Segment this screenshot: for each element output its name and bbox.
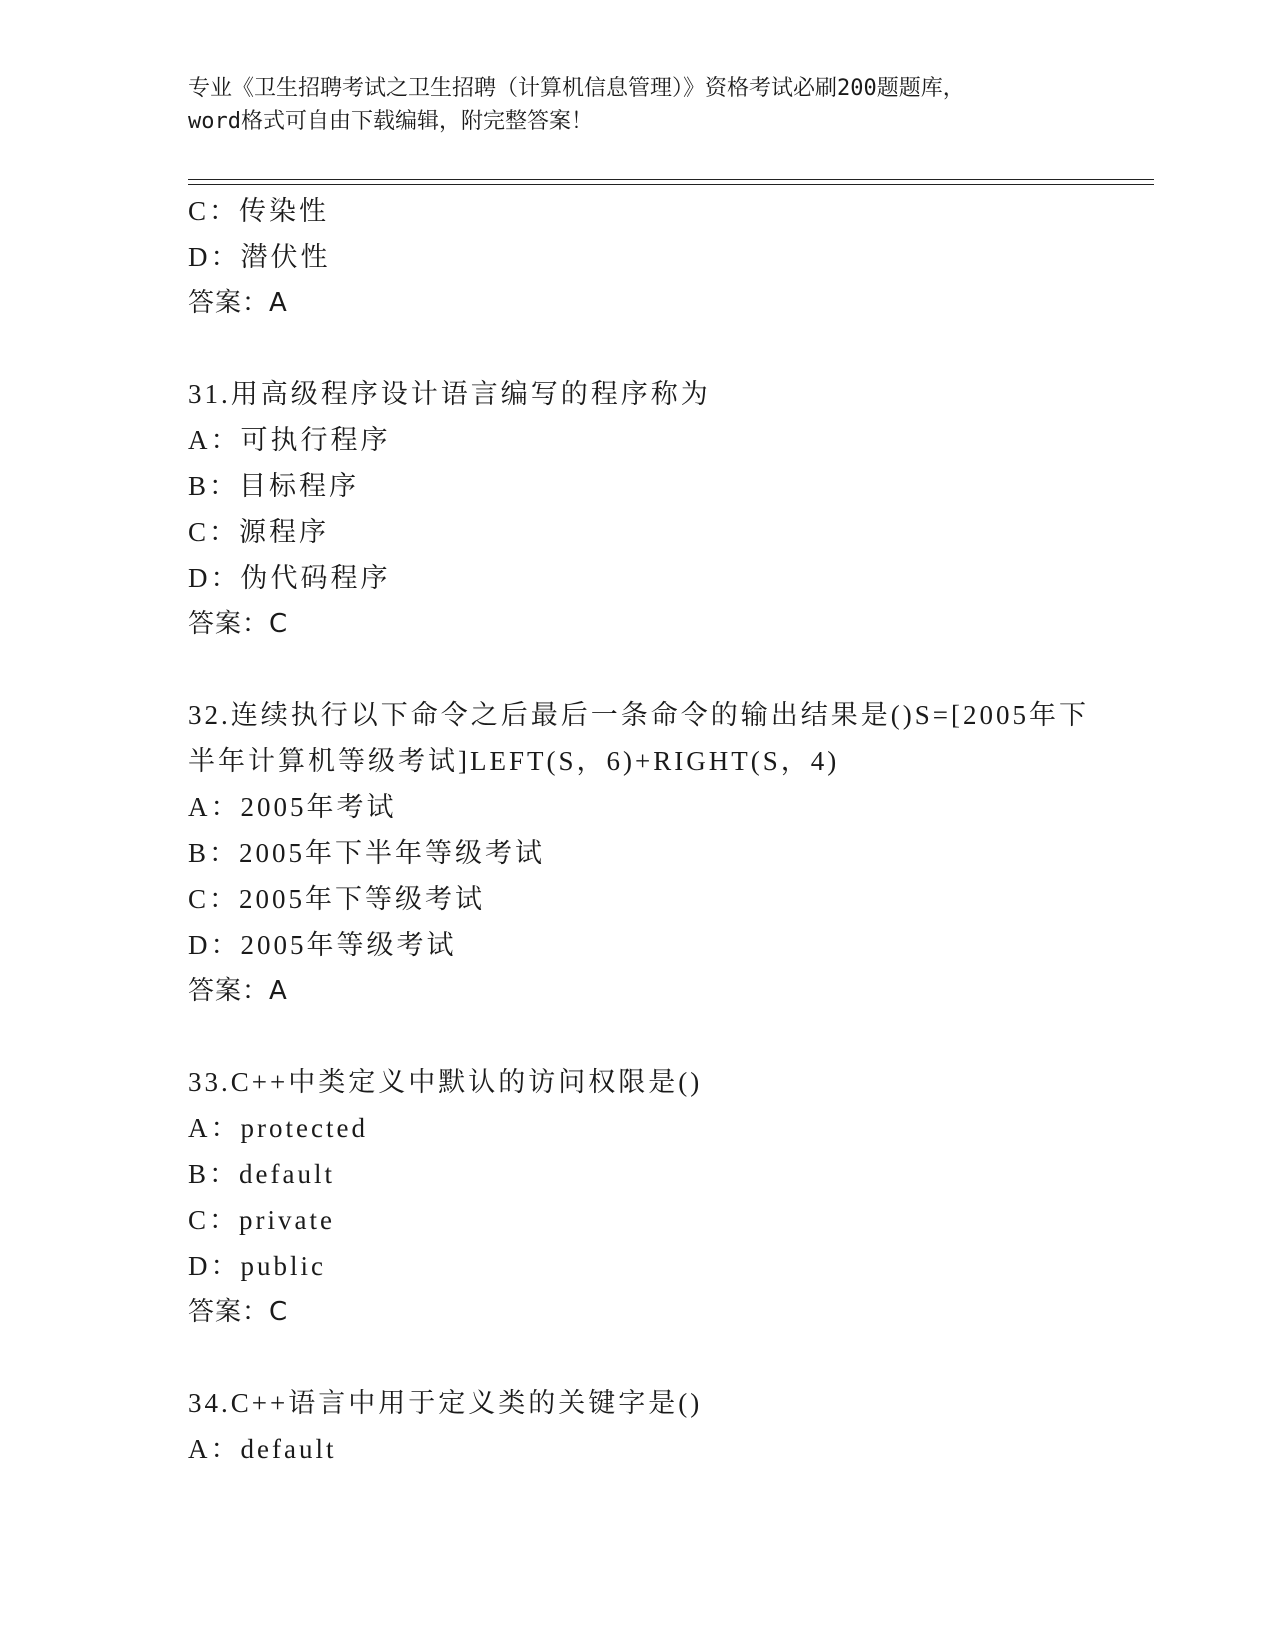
question-34 bbox=[188, 1380, 1148, 1472]
option-b: B：目标程序 bbox=[188, 471, 360, 501]
option-c: C：传染性 bbox=[188, 196, 330, 226]
option-a: A：default bbox=[188, 1434, 337, 1464]
header-divider-bottom bbox=[188, 184, 1154, 185]
previous-question-tail bbox=[188, 188, 1148, 326]
option-d: D：潜伏性 bbox=[188, 242, 331, 272]
question-list bbox=[188, 188, 1148, 1472]
question-text: 34.C++语言中用于定义类的关键字是() bbox=[188, 1388, 703, 1418]
option-c: C：2005年下等级考试 bbox=[188, 884, 486, 914]
header-line-2: word格式可自由下载编辑，附完整答案！ bbox=[188, 109, 593, 134]
question-text: 31.用高级程序设计语言编写的程序称为 bbox=[188, 379, 711, 409]
answer: 答案：A bbox=[188, 976, 288, 1006]
option-a: A：protected bbox=[188, 1113, 368, 1143]
question-31 bbox=[188, 371, 1148, 647]
option-b: B：default bbox=[188, 1159, 335, 1189]
option-a: A：2005年考试 bbox=[188, 792, 397, 822]
answer: 答案：C bbox=[188, 609, 289, 639]
option-a: A：可执行程序 bbox=[188, 425, 391, 455]
header-line-1: 专业《卫生招聘考试之卫生招聘（计算机信息管理）》资格考试必刷200题题库， bbox=[188, 76, 965, 101]
page-header bbox=[188, 72, 1088, 138]
question-text: 32.连续执行以下命令之后最后一条命令的输出结果是()S=[2005年下 bbox=[188, 700, 1089, 730]
header-divider-top bbox=[188, 179, 1154, 180]
option-c: C：源程序 bbox=[188, 517, 330, 547]
question-text-continued: 半年计算机等级考试]LEFT(S，6)+RIGHT(S，4) bbox=[188, 746, 840, 776]
option-b: B：2005年下半年等级考试 bbox=[188, 838, 546, 868]
option-c: C：private bbox=[188, 1205, 335, 1235]
question-32 bbox=[188, 692, 1148, 1014]
question-33 bbox=[188, 1059, 1148, 1335]
option-d: D：伪代码程序 bbox=[188, 563, 391, 593]
question-text: 33.C++中类定义中默认的访问权限是() bbox=[188, 1067, 703, 1097]
answer: 答案：C bbox=[188, 1297, 289, 1327]
answer: 答案：A bbox=[188, 288, 288, 318]
option-d: D：public bbox=[188, 1251, 326, 1281]
option-d: D：2005年等级考试 bbox=[188, 930, 457, 960]
